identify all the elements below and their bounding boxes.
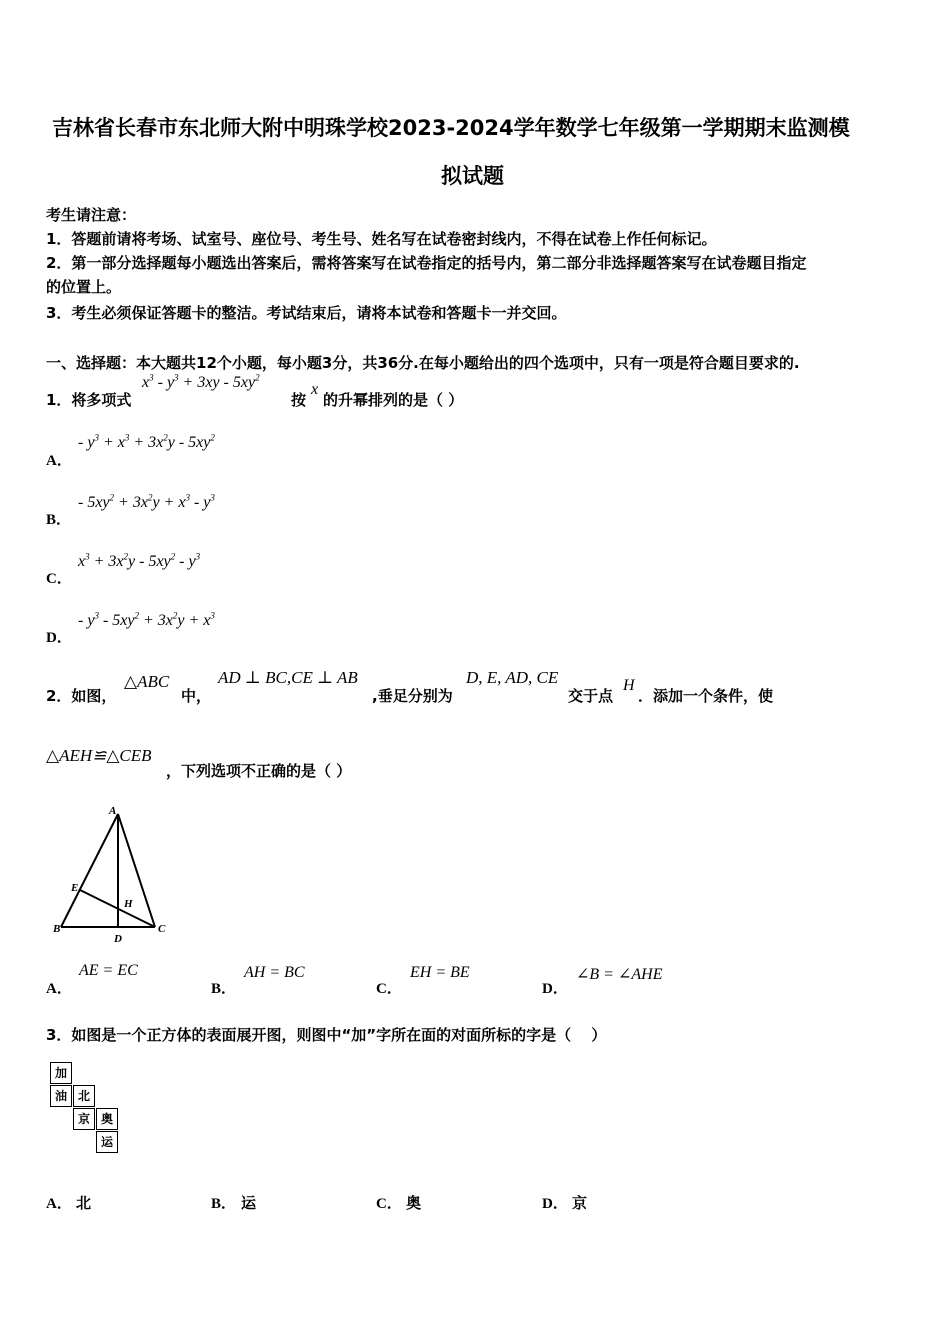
q2-option-b-label[interactable]: B． [211, 981, 237, 997]
label-c: C [158, 923, 166, 935]
cube-face: 京 [73, 1108, 95, 1130]
q1-polynomial: $x^3 - y^3 + 3xy - 5xy^2$ [142, 372, 260, 391]
q1-option-c-label[interactable]: C． [46, 571, 72, 587]
q1-option-d[interactable]: - $y^3 - 5xy^2 + 3x^2y + x^3$ [78, 610, 215, 629]
q1-option-a[interactable]: - $y^3 + x^3 + 3x^2y - 5xy^2$ [78, 432, 215, 451]
q2-option-d[interactable]: ∠B = ∠AHE [576, 966, 663, 983]
q2-option-a[interactable]: AE = EC [79, 962, 138, 979]
q1-option-d-label[interactable]: D． [46, 630, 72, 646]
q1-suffix: 的升幂排列的是（ ） [323, 391, 464, 409]
segment-ab [61, 814, 118, 927]
label-e: E [71, 882, 79, 894]
q3-option-b-label[interactable]: B． [211, 1196, 237, 1212]
q2-text: ,垂足分别为 [372, 687, 453, 705]
q2-congruence: △AEH≌△CEB [46, 746, 152, 765]
cube-face: 运 [96, 1131, 118, 1153]
q2-point-h: H [623, 677, 635, 694]
q1-option-b[interactable]: - $5xy^2 + 3x^2y + x^3 - y^3$ [78, 492, 215, 511]
notice-item: 1．答题前请将考场、试室号、座位号、考生号、姓名写在试卷密封线内，不得在试卷上作任何标记。 [46, 230, 717, 248]
q2-option-b[interactable]: AH = BC [244, 964, 305, 981]
q1-option-b-label[interactable]: B． [46, 512, 72, 528]
q1-var: x [311, 381, 319, 398]
q1-prefix: 1．将多项式 [46, 391, 132, 409]
q1-option-c[interactable]: $x^3 + 3x^2y - 5xy^2 - y^3$ [78, 551, 201, 570]
q2-option-c-label[interactable]: C． [376, 981, 402, 997]
q2-text: 交于点 [568, 687, 614, 705]
cube-face: 油 [50, 1085, 72, 1107]
q2-triangle-figure [48, 800, 178, 948]
q2-text: 中， [181, 687, 212, 705]
q2-text: ，下列选项不正确的是（ ） [166, 762, 352, 780]
q3-option-a[interactable]: 北 [76, 1194, 92, 1212]
notice-item: 2．第一部分选择题每小题选出答案后，需将答案写在试卷指定的括号内，第二部分非选择题答案写在试卷题目指定 [46, 254, 807, 272]
segment-ac [118, 814, 155, 927]
q3-option-c-label[interactable]: C． [376, 1196, 402, 1212]
cube-face: 加 [50, 1062, 72, 1084]
label-b: B [53, 923, 61, 935]
q2-option-d-label[interactable]: D． [542, 981, 568, 997]
section-heading: 一、选择题：本大题共12个小题，每小题3分，共36分.在每小题给出的四个选项中，只有一项是符合题目要求的. [46, 354, 800, 372]
q1-option-a-label[interactable]: A． [46, 453, 72, 469]
notice-item: 3．考生必须保证答题卡的整洁。考试结束后，请将本试卷和答题卡一并交回。 [46, 304, 567, 322]
q3-option-c[interactable]: 奥 [406, 1194, 422, 1212]
q3-option-a-label[interactable]: A． [46, 1196, 72, 1212]
q3-option-d-label[interactable]: D． [542, 1196, 568, 1212]
page-title: 吉林省长春市东北师大附中明珠学校2023-2024学年数学七年级第一学期期末监测模 [52, 116, 850, 140]
q2-option-c[interactable]: EH = BE [410, 964, 470, 981]
q2-option-a-label[interactable]: A． [46, 981, 72, 997]
q2-perpendicular: AD ⊥ BC,CE ⊥ AB [218, 668, 358, 687]
label-d: D [114, 933, 122, 945]
q3-option-b[interactable]: 运 [241, 1194, 257, 1212]
cube-face: 奥 [96, 1108, 118, 1130]
q2-triangle: △ABC [124, 672, 170, 691]
q2-points: D, E, AD, CE [466, 668, 559, 687]
label-h: H [124, 898, 133, 910]
q1-mid: 按 [291, 391, 307, 409]
q2-text: 2．如图， [46, 687, 117, 705]
notice-item: 的位置上。 [46, 278, 122, 296]
q3-text: 3．如图是一个正方体的表面展开图，则图中“加”字所在面的对面所标的字是（ ） [46, 1026, 607, 1044]
cube-face: 北 [73, 1085, 95, 1107]
page-title-continued: 拟试题 [441, 164, 504, 188]
q3-option-d[interactable]: 京 [572, 1194, 588, 1212]
q2-text: ．添加一个条件，使 [638, 687, 774, 705]
notice-heading: 考生请注意： [46, 206, 137, 224]
label-a: A [109, 805, 117, 817]
